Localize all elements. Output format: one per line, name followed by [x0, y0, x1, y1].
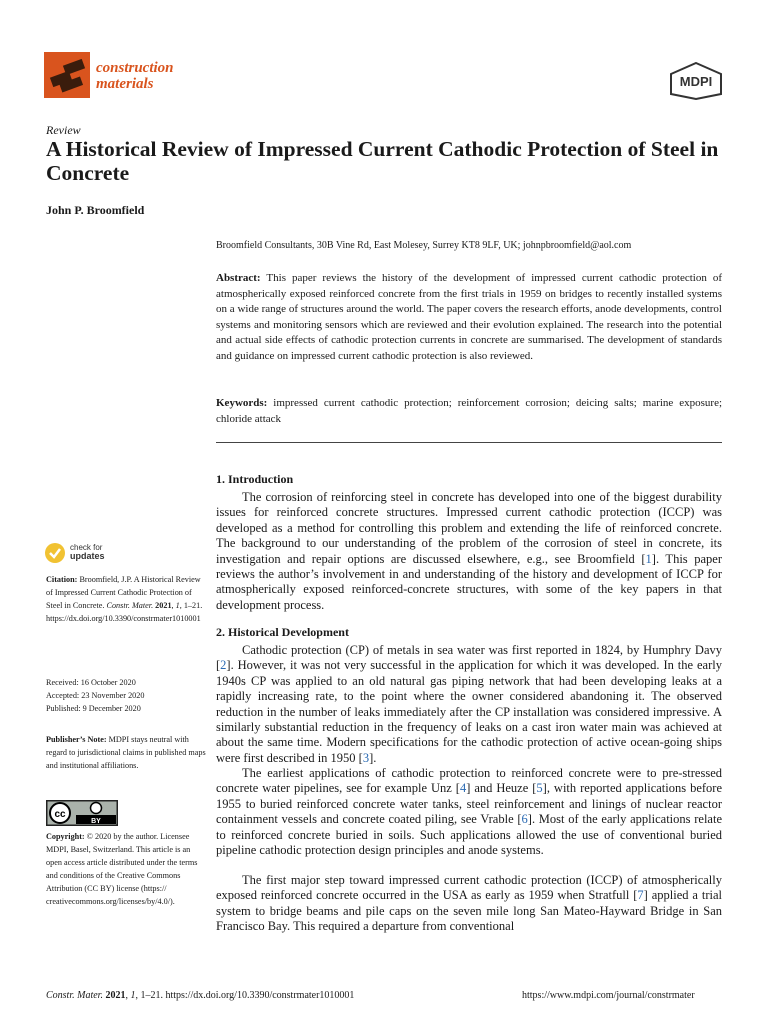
abstract-text: This paper reviews the history of the development of impressed current cathodic protection of atmospherically exposed reinforced concrete from the first trials in 1959 on bridges to recently installed systems on a wide range of structures around the world. The paper covers the research efforts, anode developments, control systems and monitoring sensors which are reviewed and their evolution explained. The research into the potential and actual side effects of cathodic protection currents in concrete are summarised. The development of standards and guidance on impressed current cathodic protection is also reviewed.	[216, 272, 722, 362]
copyright-text: © 2020 by the author. Licensee MDPI, Basel, Switzerland. This article is an open access article distributed under the terms and conditions of the Creative Commons Attribution (CC BY) license (https:// creativecommons.org/licenses/by/4.0/).	[46, 832, 198, 907]
received-date: Received: 16 October 2020	[46, 678, 136, 687]
publisher-note-label: Publisher’s Note:	[46, 735, 107, 744]
publisher-note-text: MDPI stays neutral with regard to jurisdictional claims in published maps and institutional affiliations.	[46, 735, 206, 771]
paragraph-text: The corrosion of reinforcing steel in concrete has developed into one of the biggest durability issues for reinforced concrete structures. Impressed current cathodic protection (ICCP) was developed as a method for controlling this problem and extending the life of reinforced concrete. The background to our understanding of the problem of the corrosion of steel in concrete, its investigation and repair options are discussed elsewhere, e.g., see Broomfield [	[216, 490, 722, 566]
journal-name-line1: construction	[96, 60, 174, 76]
abstract	[216, 271, 722, 365]
mdpi-logo-icon	[668, 62, 724, 100]
reference-link[interactable]: 3	[362, 750, 370, 765]
citation-year: 2021	[155, 601, 172, 611]
paragraph-text: ]. This paper reviews the author’s involvement in and understanding of the history and development of ICCP for atmospherically exposed reinforced-concrete structures, with some of the key papers in that development process.	[216, 551, 722, 612]
paragraph	[216, 766, 722, 858]
paragraph-text: ] applied a trial system to bridge beams and pile caps on the seven mile long San Mateo-Hayward Bridge in San Francisco Bay. This required a departure from conventional	[216, 888, 722, 934]
footer-year: 2021	[105, 990, 126, 1001]
reference-link[interactable]: 5	[536, 781, 543, 796]
paragraph-text: ].	[369, 750, 377, 765]
keywords-text: impressed current cathodic protection; reinforcement corrosion; deicing salts; marine exposure; chloride attack	[216, 397, 723, 425]
section-heading-historical-development: 2. Historical Development	[216, 625, 349, 639]
copyright	[46, 830, 206, 909]
dates	[46, 676, 206, 715]
paragraph-text: ]. Most of the early applications relate to reinforced concrete buried in soils. Such applications allowed the use of conventional buried pipeline cathodic protection design principles and anode systems.	[216, 812, 722, 858]
citation-text: Broomfield, J.P. A Historical Review of Impressed Current Cathodic Protection of Steel in Concrete.	[46, 575, 201, 611]
publisher-note	[46, 733, 206, 772]
citation: Citation: Broomfield, J.P. A Historical Review of Impressed Current Cathodic Protection of Steel in Concrete. Constr. Mater. 2021, 1, 1–21. https://dx.doi.org/10.3390/constrmater1010001	[46, 575, 203, 624]
journal-name-line2: materials	[96, 76, 154, 92]
affiliation: Broomfield Consultants, 30B Vine Rd, East Molesey, Surrey KT8 9LF, UK; johnpbroomfield@aol.com	[216, 240, 632, 251]
footer-volume: 1	[130, 990, 136, 1001]
footer-journal-url[interactable]: https://www.mdpi.com/journal/constrmater	[522, 990, 695, 1001]
reference-link[interactable]: 4	[459, 781, 467, 796]
citation-journal: Constr. Mater.	[106, 601, 154, 611]
author-name: John P. Broomfield	[46, 203, 145, 217]
article-type: Review	[46, 123, 81, 137]
footer-doi: , 1–21. https://dx.doi.org/10.3390/constrmater1010001	[135, 990, 355, 1001]
accepted-date: Accepted: 23 November 2020	[46, 691, 145, 701]
reference-link[interactable]: 6	[521, 812, 528, 827]
svg-text:cc: cc	[54, 809, 66, 820]
cc-by-license-icon	[46, 800, 118, 826]
abstract-label: Abstract:	[216, 272, 261, 284]
paragraph-text: The earliest applications of cathodic protection to reinforced concrete were to pre-stressed concrete water pipelines, see for example Unz [	[216, 766, 722, 796]
journal-name	[96, 60, 174, 92]
section-heading-introduction: 1. Introduction	[216, 472, 294, 486]
paragraph	[216, 873, 722, 935]
reference-link[interactable]: 7	[637, 888, 644, 903]
paragraph	[216, 490, 722, 613]
article-title: A Historical Review of Impressed Current Cathodic Protection of Steel in Concrete	[46, 137, 719, 185]
paragraph-text: ] and Heuze [	[466, 781, 537, 796]
paragraph-text: Cathodic protection (CP) of metals in sea water was first reported in 1824, by Humphry Davy [	[216, 643, 722, 673]
keywords-label: Keywords:	[216, 397, 268, 409]
keywords	[216, 396, 722, 427]
footer-journal: Constr. Mater.	[46, 990, 103, 1001]
check-updates-line2: updates	[70, 551, 105, 561]
paragraph-text: The first major step toward impressed current cathodic protection (ICCP) of atmospherically exposed reinforced concrete occurred in the USA as early as 1959 when Stratfull [	[216, 873, 722, 903]
citation-volume: 1	[175, 601, 180, 611]
check-updates-icon	[44, 542, 66, 564]
footer-citation: Constr. Mater. 2021, 1, 1–21. https://dx.doi.org/10.3390/constrmater1010001	[46, 990, 355, 1001]
paragraph-text: ]. However, it was not very successful in the application for which it was developed. In the early 1940s CP was applied to an old natural gas piping network that had been developing leaks at a rapidly increasing rate, to the point where the owner considered abandoning it. The observed reduction in the number of leaks immediately after the CP installation was considered impressive. A similarly substantial reduction in the frequency of leaks on a cast iron water main was achieved at about the same time. Modern specifications for the cathodic protection of active ocean-going ships were first described in 1950 [	[216, 658, 722, 765]
citation-doi: , 1–21. https://dx.doi.org/10.3390/constrmater1010001	[46, 601, 203, 624]
paragraph	[216, 643, 722, 766]
paragraph-text: ], with reported applications before 1955 to buried reinforced concrete water tanks, steel reinforcement and linings of nuclear reactor containment vessels and concrete coated piling, see Vrable [	[216, 781, 723, 827]
reference-link[interactable]: 2	[220, 658, 227, 673]
cc-by-text: BY	[91, 818, 101, 825]
copyright-label: Copyright:	[46, 832, 85, 841]
journal-logo-icon	[44, 52, 90, 98]
divider	[216, 442, 722, 443]
reference-link[interactable]: 1	[645, 551, 652, 566]
mdpi-logo-text: MDPI	[679, 74, 713, 89]
published-date: Published: 9 December 2020	[46, 704, 141, 714]
check-for-updates-button[interactable]	[44, 542, 134, 566]
check-updates-line1: check for	[70, 543, 103, 552]
citation-label: Citation:	[46, 575, 78, 584]
